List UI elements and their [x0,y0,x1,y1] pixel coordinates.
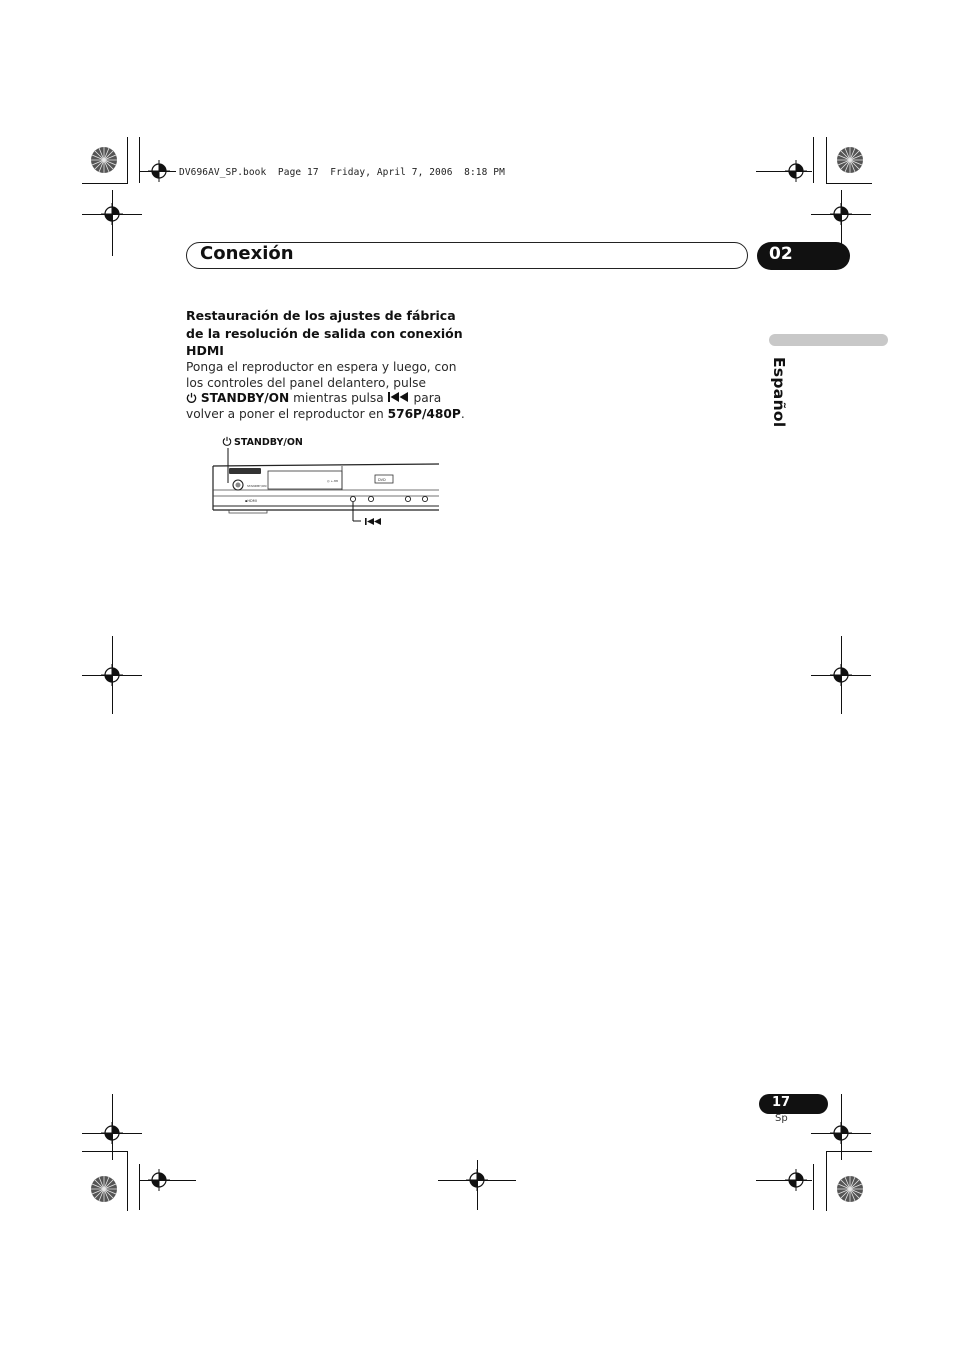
language-label: Español [770,357,788,428]
figure-standby-label [222,436,303,448]
prev-track-icon [388,392,410,402]
star-target-icon [90,146,118,174]
registration-target-icon [785,160,807,182]
registration-target-icon [785,1169,807,1191]
subheading: Restauración de los ajustes de fábrica de la resolución de salida con conexión HDMI [186,308,463,358]
book-stamp: DV696AV_SP.book Page 17 Friday, April 7, 2006 8:18 PM [179,167,505,178]
body-text-1: Ponga el reproductor en espera y luego, con los controles del panel delantero, pulse [186,360,457,390]
registration-target-icon [830,664,852,686]
svg-text:DVD: DVD [378,478,386,482]
prev-track-icon [365,518,381,525]
registration-target-icon [148,1169,170,1191]
svg-text:◎ +.88: ◎ +.88 [327,479,338,483]
svg-text:STANDBY/ON: STANDBY/ON [247,484,267,488]
body-text-end: . [460,406,465,421]
registration-target-icon [101,203,123,225]
body-paragraph [186,360,476,422]
registration-target-icon [148,160,170,182]
chapter-number: 02 [769,244,793,264]
standby-button-ref: STANDBY/ON [200,391,290,406]
star-target-icon [90,1175,118,1203]
page-suffix: Sp [775,1113,788,1124]
star-target-icon [836,1175,864,1203]
page-number-badge [759,1094,828,1114]
section-title: Conexión [200,243,294,264]
body-text-3: para volver a poner el reproductor en [186,391,442,421]
registration-target-icon [830,1122,852,1144]
power-icon [222,436,232,446]
language-tab [769,334,888,346]
registration-target-icon [101,1122,123,1144]
dvd-player-front-panel [205,448,445,538]
power-icon [186,392,197,403]
svg-text:▪HDMI: ▪HDMI [245,499,257,503]
star-target-icon [836,146,864,174]
figure-standby-text: STANDBY/ON [234,437,303,448]
registration-target-icon [466,1169,488,1191]
body-text-2: mientras pulsa [289,391,388,406]
registration-target-icon [830,203,852,225]
registration-target-icon [101,664,123,686]
mode-ref: 576P/480P [387,406,461,421]
page-number: 17 [772,1095,791,1110]
